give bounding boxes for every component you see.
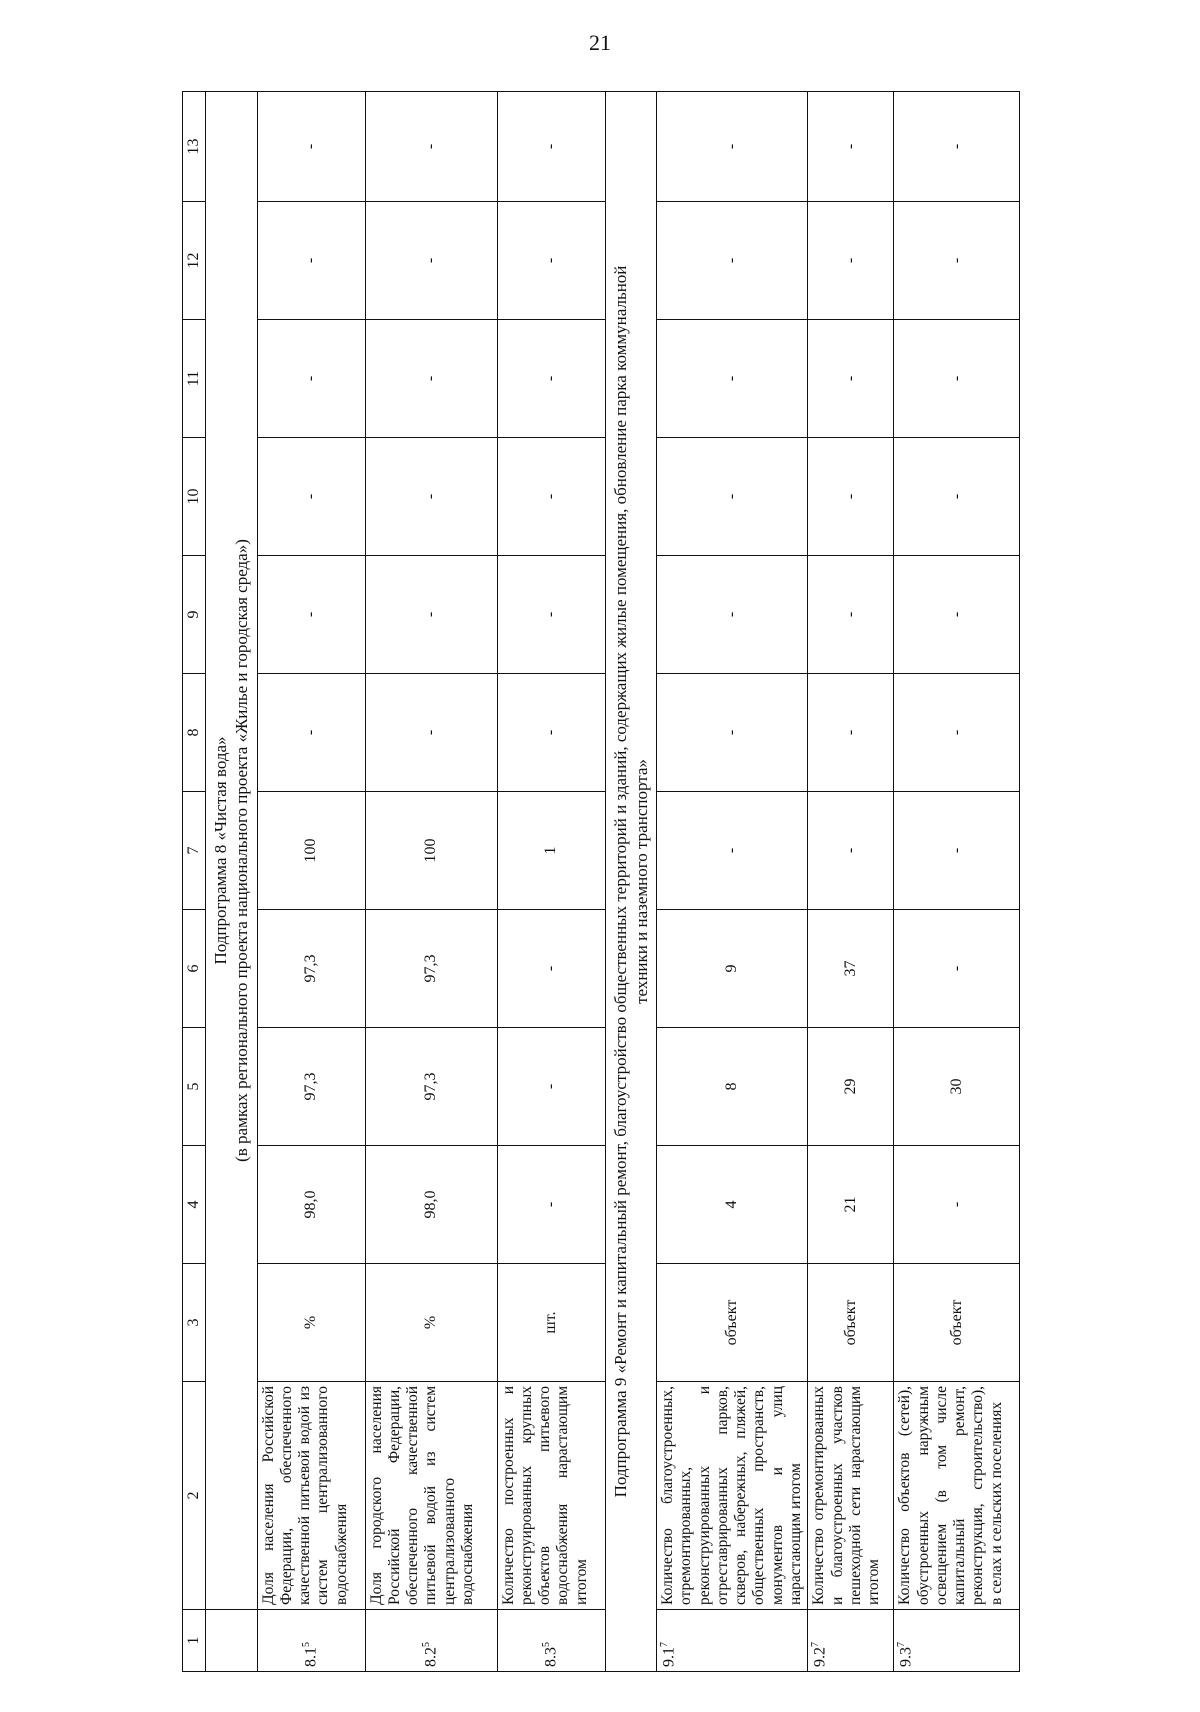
value-cell: - <box>497 202 605 320</box>
value-cell: - <box>365 202 497 320</box>
value-cell: 97,3 <box>257 910 365 1028</box>
value-cell: - <box>808 556 894 674</box>
col-num: 2 <box>183 1382 206 1610</box>
value-cell: 97,3 <box>365 910 497 1028</box>
col-num: 5 <box>183 1028 206 1146</box>
indicator-description: Количество объектов (сетей), обустроенных наружным освещением (в том числе капитальный ремонт, реконструкция, строительство), в селах и сельских поселениях <box>894 1382 1020 1610</box>
section-title: Подпрограмма 8 «Чистая вода» (в рамках регионального проекта национального проекта «Жилье и городская среда») <box>206 92 258 1610</box>
value-cell: - <box>497 320 605 438</box>
row-number: $8.2^5$ <box>365 1610 497 1672</box>
value-cell: 4 <box>657 1146 808 1264</box>
col-num: 1 <box>183 1610 206 1672</box>
col-num: 12 <box>183 202 206 320</box>
column-number-row <box>183 92 206 1672</box>
value-cell: - <box>497 556 605 674</box>
value-cell: - <box>657 202 808 320</box>
value-cell: - <box>808 438 894 556</box>
value-cell: - <box>365 556 497 674</box>
value-cell: - <box>808 92 894 202</box>
table-row <box>657 92 808 1672</box>
col-num: 8 <box>183 674 206 792</box>
value-cell: 21 <box>808 1146 894 1264</box>
value-cell: 30 <box>894 1028 1020 1146</box>
value-cell: - <box>894 1146 1020 1264</box>
value-cell: - <box>894 674 1020 792</box>
col-num: 11 <box>183 320 206 438</box>
value-cell: - <box>808 792 894 910</box>
page-number: 21 <box>589 30 611 55</box>
indicators-table <box>182 91 1020 1672</box>
value-cell: - <box>365 674 497 792</box>
indicator-description: Доля городского населения Российской Федерации, обеспеченного качественной питьевой водой из систем централизованного водоснабжения <box>365 1382 497 1610</box>
col-num: 6 <box>183 910 206 1028</box>
value-cell: - <box>497 1028 605 1146</box>
unit: % <box>365 1264 497 1382</box>
section-title: Подпрограмма 9 «Ремонт и капитальный ремонт, благоустройство общественных территорий и зданий, содержащих жилые помещения, обновление парка коммунальной техники и наземного транспорта» <box>605 92 657 1672</box>
col-num: 3 <box>183 1264 206 1382</box>
value-cell: - <box>894 792 1020 910</box>
value-cell: - <box>497 438 605 556</box>
value-cell: - <box>894 910 1020 1028</box>
value-cell: - <box>657 320 808 438</box>
unit: объект <box>657 1264 808 1382</box>
value-cell: - <box>257 92 365 202</box>
value-cell: - <box>894 202 1020 320</box>
value-cell: - <box>657 92 808 202</box>
unit: % <box>257 1264 365 1382</box>
col-num: 13 <box>183 92 206 202</box>
unit: шт. <box>497 1264 605 1382</box>
section-title-row <box>605 92 657 1672</box>
value-cell: - <box>257 320 365 438</box>
table-row <box>257 92 365 1672</box>
value-cell: - <box>657 792 808 910</box>
value-cell: - <box>497 674 605 792</box>
indicator-description: Количество построенных и реконструированных крупных объектов питьевого водоснабжения нарастающим итогом <box>497 1382 605 1610</box>
value-cell: - <box>808 202 894 320</box>
value-cell: - <box>257 438 365 556</box>
indicator-description: Количество благоустроенных, отремонтированных, реконструированных и отреставрированных парков, скверов, набережных, пляжей, общественных пространств, монументов и улиц нарастающим итогом <box>657 1382 808 1610</box>
value-cell: - <box>365 92 497 202</box>
col-num: 7 <box>183 792 206 910</box>
value-cell: - <box>657 556 808 674</box>
value-cell: - <box>808 320 894 438</box>
table-row <box>365 92 497 1672</box>
value-cell: - <box>257 674 365 792</box>
value-cell: 1 <box>497 792 605 910</box>
value-cell: 97,3 <box>365 1028 497 1146</box>
value-cell: - <box>894 556 1020 674</box>
value-cell: 98,0 <box>365 1146 497 1264</box>
value-cell: - <box>497 92 605 202</box>
value-cell: - <box>497 1146 605 1264</box>
table-row <box>808 92 894 1672</box>
value-cell: - <box>365 320 497 438</box>
unit: объект <box>894 1264 1020 1382</box>
value-cell: - <box>257 202 365 320</box>
value-cell: 100 <box>257 792 365 910</box>
row-number: $8.1^5$ <box>257 1610 365 1672</box>
unit: объект <box>808 1264 894 1382</box>
indicator-description: Количество отремонтированных и благоустроенных участков пешеходной сети нарастающим итогом <box>808 1382 894 1610</box>
table-row <box>497 92 605 1672</box>
value-cell: 97,3 <box>257 1028 365 1146</box>
row-number: $9.1^7$ <box>657 1610 808 1672</box>
col-num: 10 <box>183 438 206 556</box>
value-cell: - <box>894 438 1020 556</box>
value-cell: - <box>497 910 605 1028</box>
row-number: $9.2^7$ <box>808 1610 894 1672</box>
indicator-description: Доля населения Российской Федерации, обеспеченного качественной питьевой водой из систем централизованного водоснабжения <box>257 1382 365 1610</box>
value-cell: - <box>257 556 365 674</box>
value-cell: - <box>894 92 1020 202</box>
value-cell: - <box>657 438 808 556</box>
col-num: 9 <box>183 556 206 674</box>
row-number: $8.3^5$ <box>497 1610 605 1672</box>
value-cell: - <box>365 438 497 556</box>
value-cell: 98,0 <box>257 1146 365 1264</box>
value-cell: 100 <box>365 792 497 910</box>
col-num: 4 <box>183 1146 206 1264</box>
table-row <box>894 92 1020 1672</box>
section-title-row <box>206 92 258 1672</box>
value-cell: 8 <box>657 1028 808 1146</box>
value-cell: - <box>808 674 894 792</box>
row-number: $9.3^7$ <box>894 1610 1020 1672</box>
value-cell: 9 <box>657 910 808 1028</box>
value-cell: 37 <box>808 910 894 1028</box>
value-cell: - <box>894 320 1020 438</box>
value-cell: 29 <box>808 1028 894 1146</box>
value-cell: - <box>657 674 808 792</box>
rotated-table-container <box>182 92 1127 1672</box>
